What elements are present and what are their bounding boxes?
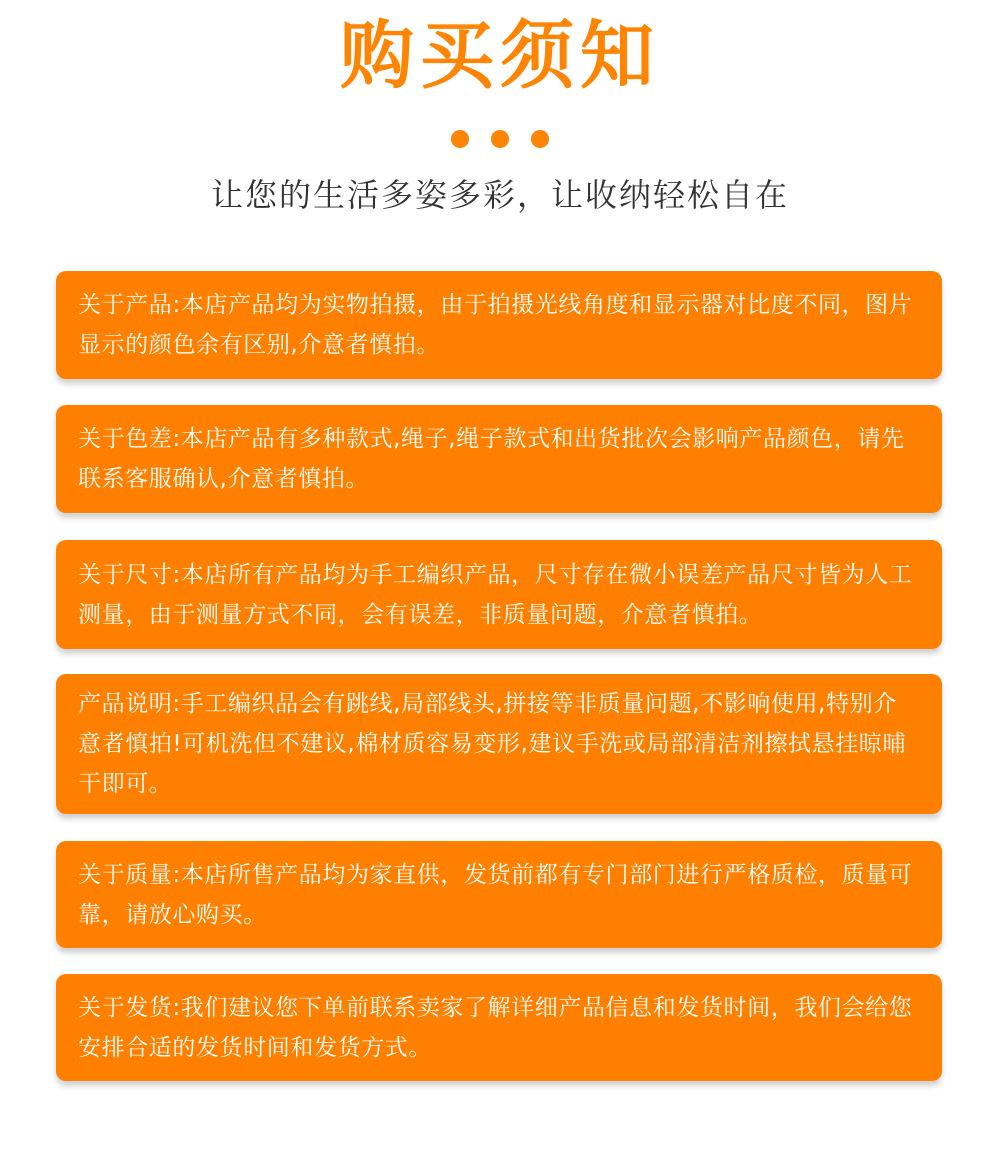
notice-card-quality <box>56 841 942 948</box>
notice-card-product <box>56 271 942 379</box>
notice-card-product-description <box>56 674 942 814</box>
notice-text: 关于色差:本店产品有多种款式,绳子,绳子款式和出货批次会影响产品颜色，请先联系客服确认,介意者慎拍。 <box>78 426 905 492</box>
notice-card-shipping <box>56 974 942 1081</box>
page-subtitle: 让您的生活多姿多彩，让收纳轻松自在 <box>210 176 789 214</box>
page-title: 购买须知 <box>340 13 660 99</box>
notice-text: 关于发货:我们建议您下单前联系卖家了解详细产品信息和发货时间，我们会给您安排合适的发货时间和发货方式。 <box>78 994 913 1061</box>
notice-card-size <box>56 540 942 649</box>
decorative-dots <box>0 130 1000 150</box>
notice-text: 产品说明:手工编织品会有跳线,局部线头,拼接等非质量问题,不影响使用,特别介意者慎拍!可机洗但不建议,棉材质容易变形,建议手洗或局部清洁剂擦拭悬挂晾晡干即可。 <box>78 691 907 797</box>
notice-text: 关于产品:本店产品均为实物拍摄，由于拍摄光线角度和显示器对比度不同，图片显示的颜色余有区别,介意者慎拍。 <box>78 292 913 358</box>
notice-text: 关于尺寸:本店所有产品均为手工编织产品，尺寸存在微小误差产品尺寸皆为人工测量，由于测量方式不同，会有误差，非质量问题，介意者慎拍。 <box>78 561 913 628</box>
notice-text: 关于质量:本店所售产品均为家直供，发货前都有专门部门进行严格质检，质量可靠，请放心购买。 <box>78 861 913 928</box>
notice-card-color-difference <box>56 405 942 513</box>
dot-icon <box>491 130 509 148</box>
dot-icon <box>531 130 549 148</box>
dot-icon <box>451 130 469 148</box>
